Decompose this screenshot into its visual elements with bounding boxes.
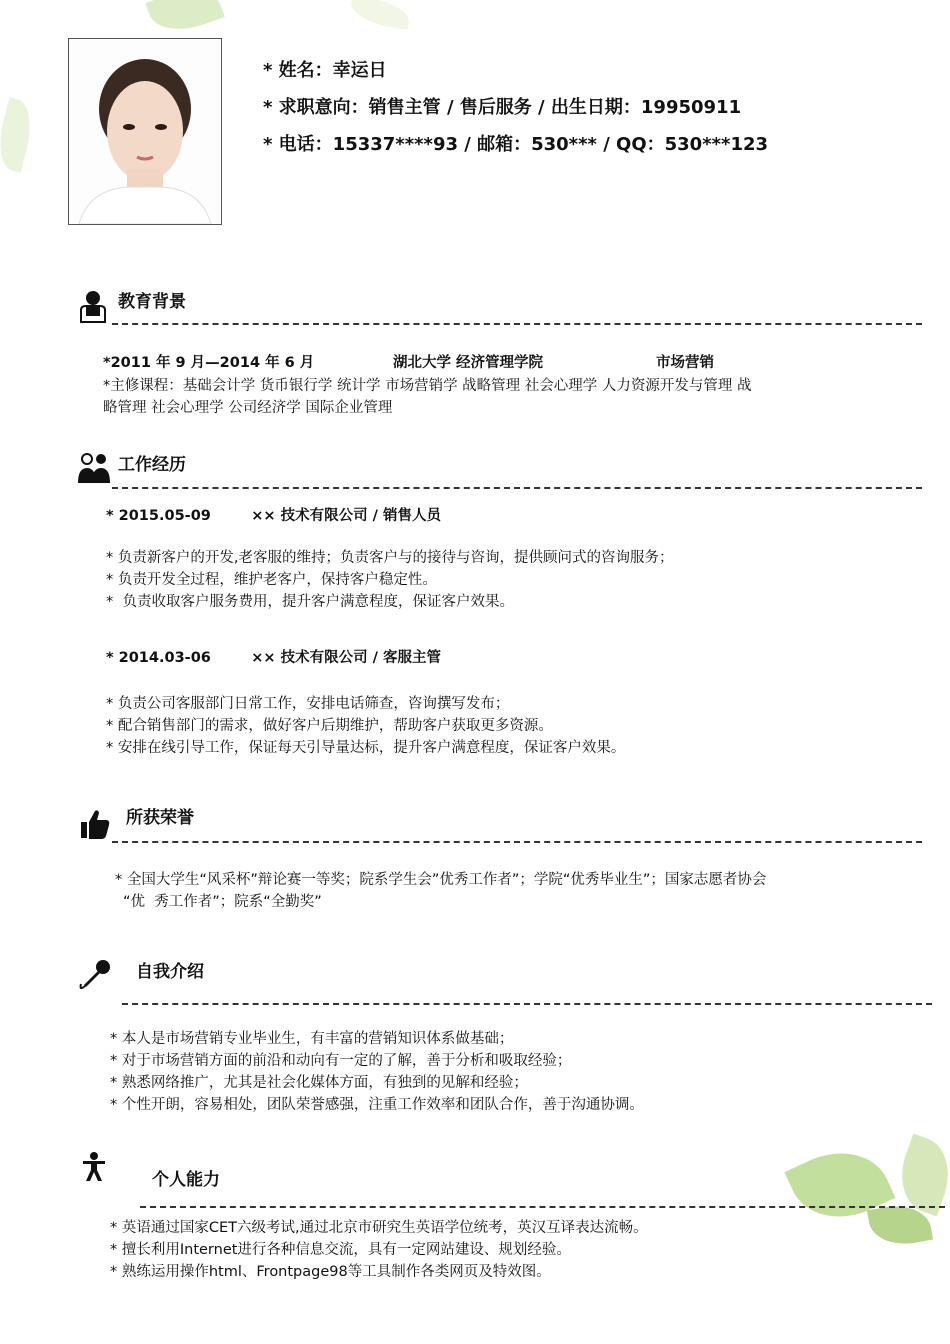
honors-line1: * 全国大学生“风采杯”辩论赛一等奖；院系学生会”优秀工作者”；学院“优秀毕业生”；国家志愿者协会	[115, 872, 767, 888]
honors-line2: “优 秀工作者”；院系“全勤奖”	[123, 894, 322, 910]
education-title: 教育背景	[118, 292, 186, 312]
work-title: 工作经历	[118, 455, 186, 475]
contact-line: * 电话：15337****93 / 邮箱：530*** / QQ：530***123	[263, 134, 769, 155]
avatar	[69, 39, 221, 224]
skills-title: 个人能力	[152, 1170, 220, 1190]
skills-line: * 英语通过国家CET六级考试,通过北京市研究生英语学位统考，英汉互译表达流畅。	[110, 1220, 648, 1236]
skills-line: * 擅长利用Internet进行各种信息交流，具有一定网站建设、规划经验。	[110, 1242, 571, 1258]
thumbs-up-icon	[80, 808, 110, 840]
education-period: *2011 年 9 月—2014 年 6 月	[103, 355, 315, 371]
intro-line: * 本人是市场营销专业毕业生，有丰富的营销知识体系做基础；	[110, 1031, 514, 1047]
intent-line: * 求职意向：销售主管 / 售后服务 / 出生日期：19950911	[263, 97, 742, 118]
profile-photo	[68, 38, 222, 225]
intro-line: * 熟悉网络推广，尤其是社会化媒体方面，有独到的见解和经验；	[110, 1075, 528, 1091]
job-duty: * 负责新客户的开发,老客服的维持；负责客户与的接待与咨询，提供顾问式的咨询服务；	[106, 550, 674, 566]
intro-line: * 对于市场营销方面的前沿和动向有一定的了解，善于分析和吸取经验；	[110, 1053, 572, 1069]
job-duty: * 负责开发全过程，维护老客户，保持客户稳定性。	[106, 572, 437, 588]
job-duty: * 安排在线引导工作，保证每天引导量达标，提升客户满意程度，保证客户效果。	[106, 740, 626, 756]
name-line: * 姓名：幸运日	[263, 60, 387, 81]
education-major: 市场营销	[656, 355, 714, 371]
job-duty: * 负责公司客服部门日常工作，安排电话筛查，咨询撰写发布；	[106, 696, 510, 712]
honors-divider	[112, 841, 922, 843]
intro-title: 自我介绍	[136, 962, 204, 982]
intro-divider	[122, 1003, 932, 1005]
education-divider	[112, 323, 922, 325]
job-duty: * 配合销售部门的需求，做好客户后期维护，帮助客户获取更多资源。	[106, 718, 553, 734]
job-header: * 2015.05-09 ×× 技术有限公司 / 销售人员	[106, 508, 441, 524]
skills-line: * 熟练运用操作html、Frontpage98等工具制作各类网页及特效图。	[110, 1264, 551, 1280]
person-icon	[78, 290, 108, 324]
education-school: 湖北大学 经济管理学院	[393, 355, 544, 371]
honors-title: 所获荣誉	[126, 808, 194, 828]
skills-divider	[140, 1206, 945, 1208]
education-courses-line1: *主修课程：基础会计学 货币银行学 统计学 市场营销学 战略管理 社会心理学 人力资源开发与管理 战	[103, 378, 752, 394]
figure-icon	[82, 1152, 106, 1182]
intro-line: * 个性开朗，容易相处，团队荣誉感强，注重工作效率和团队合作，善于沟通协调。	[110, 1097, 644, 1113]
job-header: * 2014.03-06 ×× 技术有限公司 / 客服主管	[106, 650, 441, 666]
microphone-icon	[78, 958, 112, 992]
work-divider	[112, 487, 922, 489]
job-duty: * 负责收取客户服务费用，提升客户满意程度，保证客户效果。	[106, 594, 514, 610]
people-icon	[77, 452, 111, 484]
education-courses-line2: 略管理 社会心理学 公司经济学 国际企业管理	[103, 400, 393, 416]
